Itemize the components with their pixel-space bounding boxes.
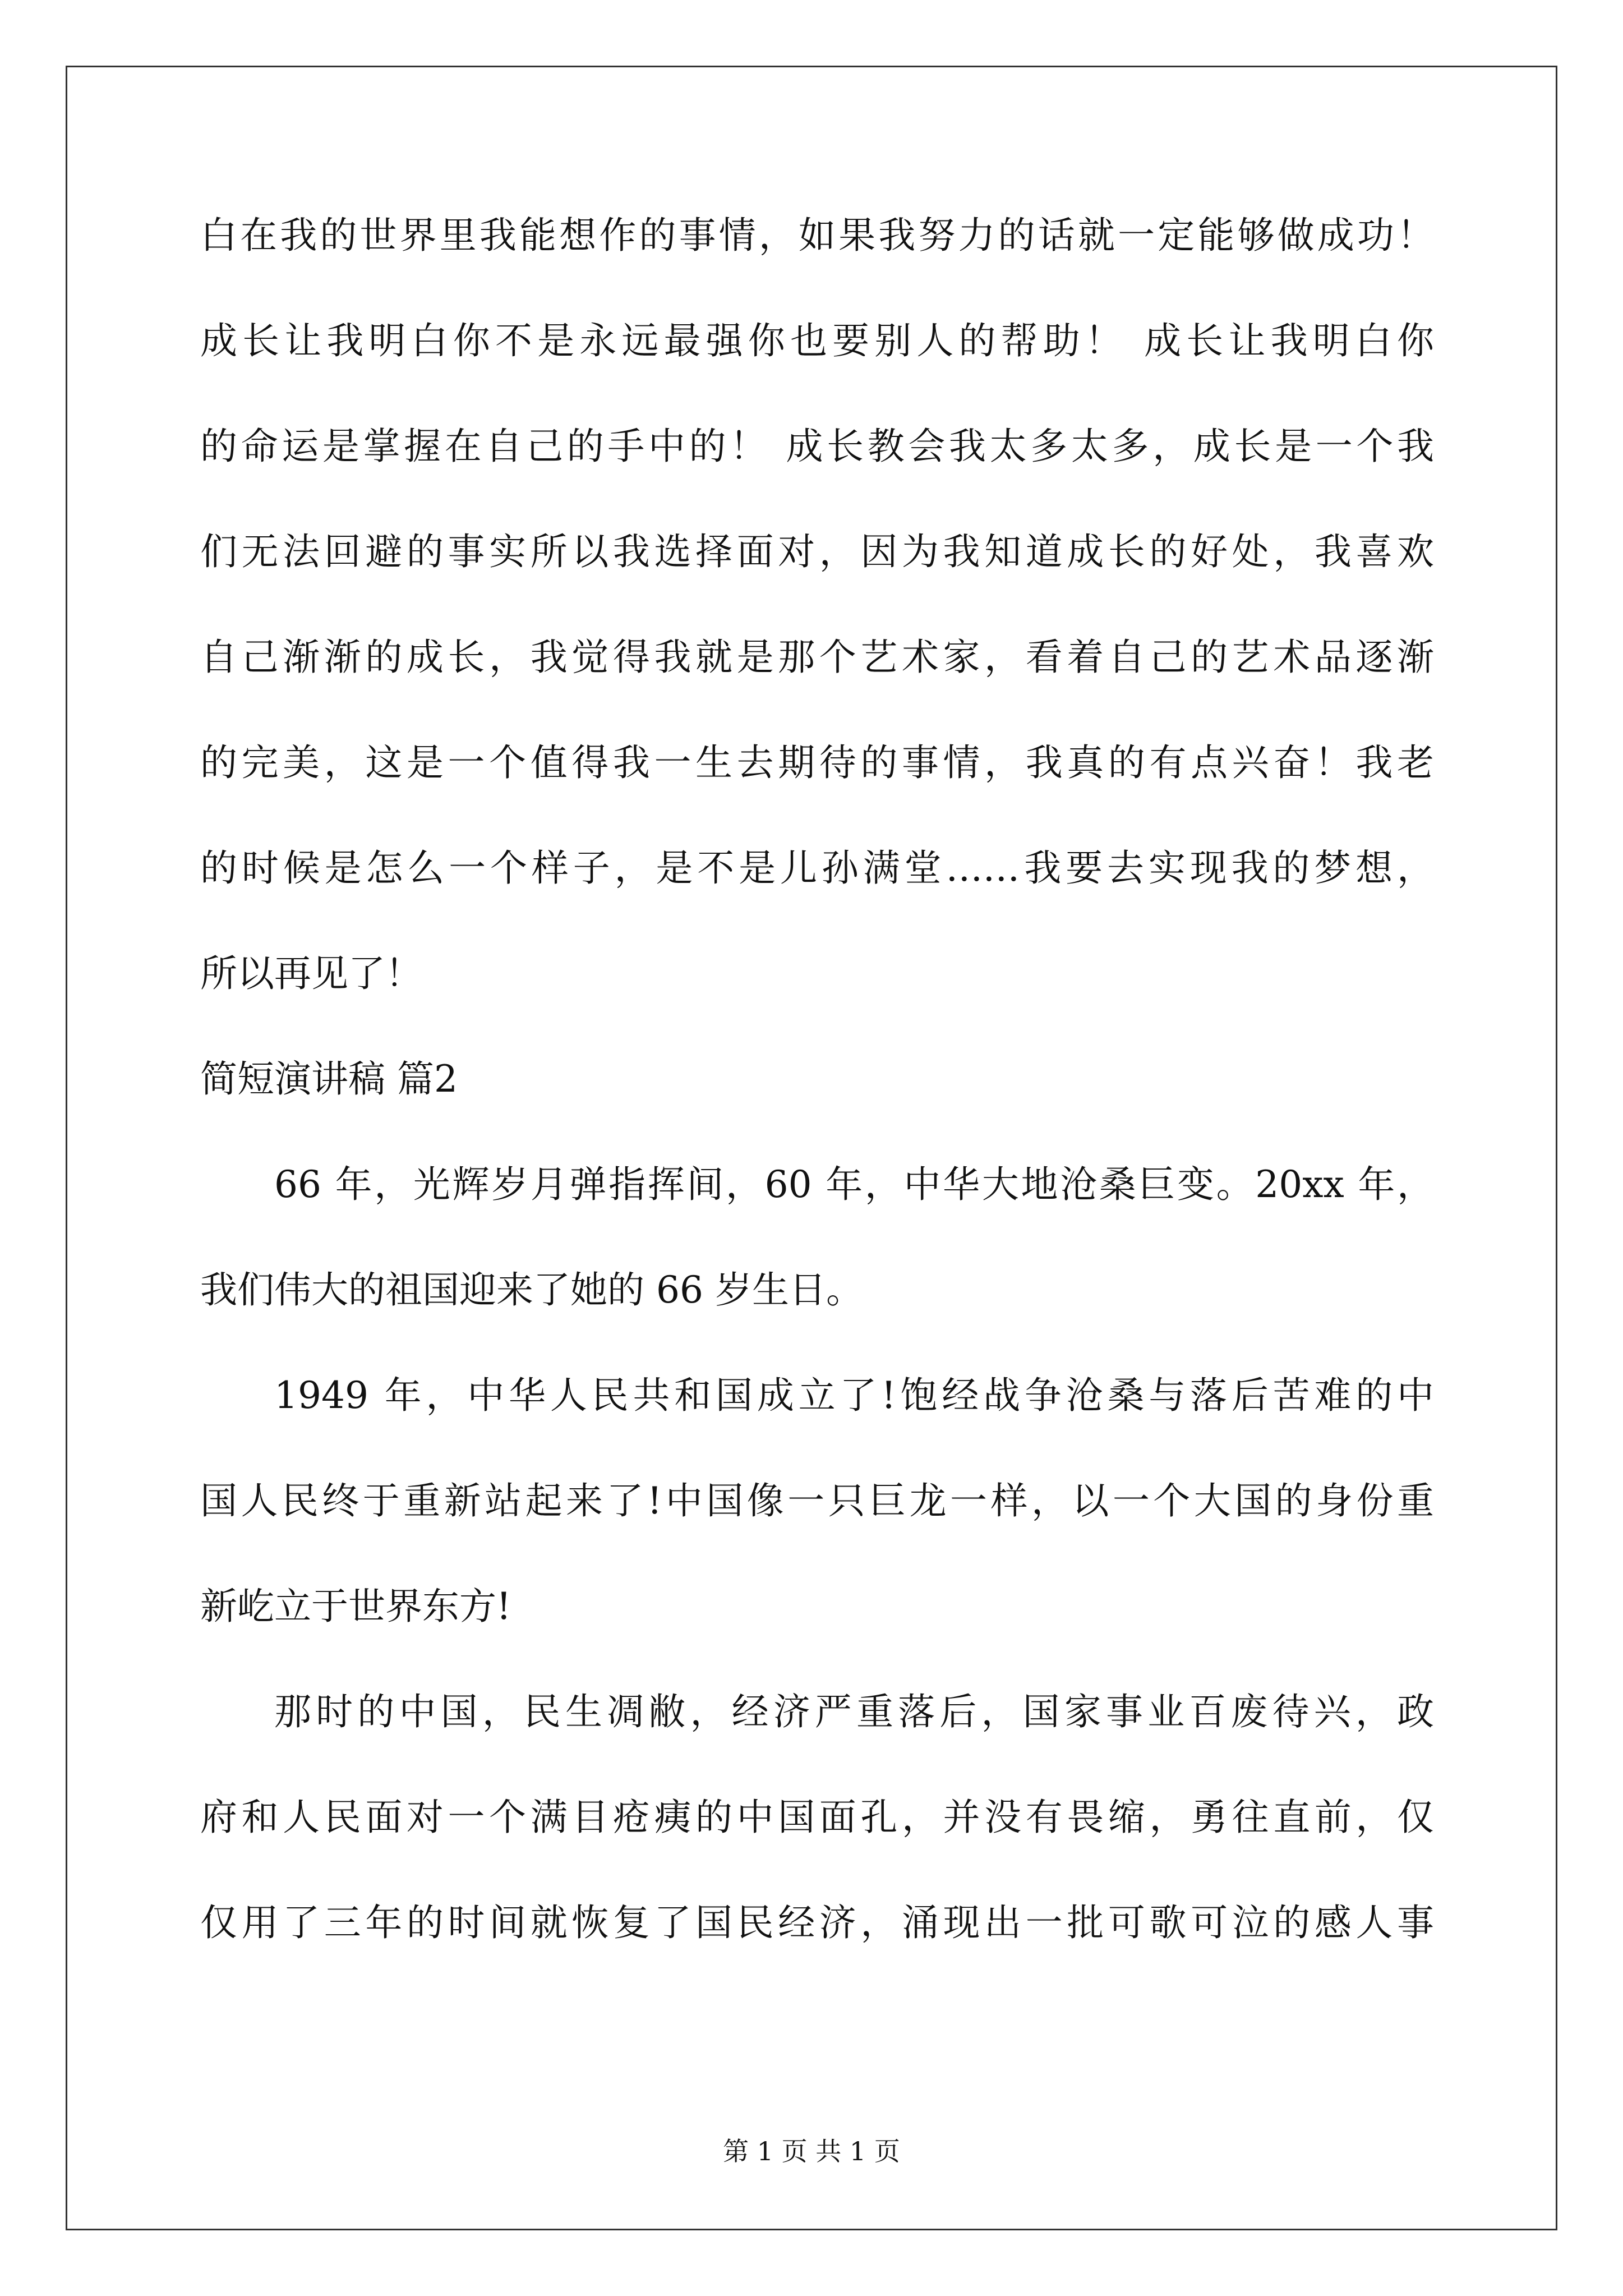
text-line: 1949 年，中华人民共和国成立了!饱经战争沧桑与落后苦难的中 [274, 1374, 1434, 1417]
text-line: 新屹立于世界东方! [200, 1585, 511, 1628]
text-line: 国人民终于重新站起来了!中国像一只巨龙一样，以一个大国的身份重 [200, 1479, 1434, 1522]
page-footer: 第 1 页 共 1 页 [723, 2136, 900, 2166]
text-line: 我们伟大的祖国迎来了她的 66 岁生日。 [200, 1268, 863, 1312]
text-line: 的命运是掌握在自己的手中的！ 成长教会我太多太多，成长是一个我 [200, 425, 1434, 468]
section-heading: 简短演讲稿 篇2 [200, 1057, 458, 1101]
text-line: 白在我的世界里我能想作的事情，如果我努力的话就一定能够做成功！ [200, 214, 1434, 257]
text-line: 府和人民面对一个满目疮痍的中国面孔，并没有畏缩，勇往直前，仅 [200, 1796, 1434, 1839]
document-body [200, 208, 1434, 2000]
text-line: 66 年，光辉岁月弹指挥间，60 年，中华大地沧桑巨变。20xx 年， [274, 1163, 1434, 1206]
text-line: 们无法回避的事实所以我选择面对，因为我知道成长的好处，我喜欢 [200, 530, 1434, 573]
text-line: 那时的中国，民生凋敝，经济严重落后，国家事业百废待兴，政 [274, 1690, 1434, 1733]
text-line: 仅用了三年的时间就恢复了国民经济，涌现出一批可歌可泣的感人事 [200, 1901, 1434, 1944]
text-line: 的完美，这是一个值得我一生去期待的事情，我真的有点兴奋！我老 [200, 741, 1434, 784]
text-line: 的时候是怎么一个样子，是不是儿孙满堂……我要去实现我的梦想， [200, 846, 1434, 890]
text-line: 成长让我明白你不是永远最强你也要别人的帮助！ 成长让我明白你 [200, 319, 1434, 362]
text-line: 自己渐渐的成长，我觉得我就是那个艺术家，看着自己的艺术品逐渐 [200, 636, 1434, 679]
text-line: 所以再见了！ [200, 952, 422, 995]
